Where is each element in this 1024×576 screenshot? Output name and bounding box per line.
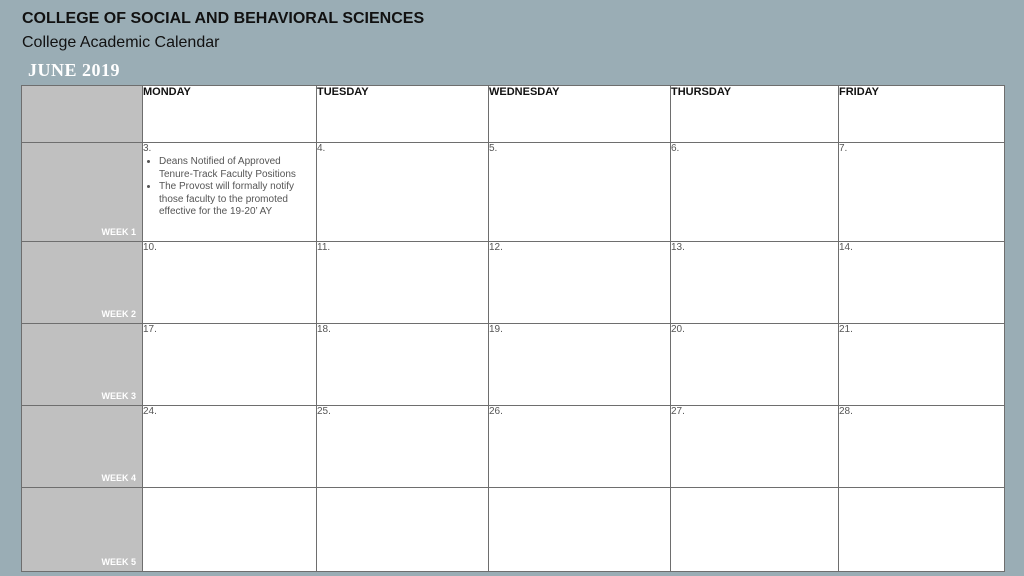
day-cell[interactable] — [489, 143, 671, 242]
day-cell[interactable] — [143, 324, 317, 406]
date-number: 24. — [143, 406, 157, 417]
week-label: WEEK 2 — [101, 309, 136, 319]
day-cell[interactable] — [143, 143, 317, 242]
day-cell[interactable] — [671, 406, 839, 488]
month-title: JUNE 2019 — [28, 60, 121, 80]
day-cell[interactable] — [839, 488, 1005, 572]
day-cell[interactable] — [489, 406, 671, 488]
day-cell[interactable] — [839, 324, 1005, 406]
day-cell[interactable] — [143, 488, 317, 572]
date-number: 3. — [143, 143, 152, 154]
date-number: 25. — [317, 406, 331, 417]
date-number: 27. — [671, 406, 685, 417]
day-cell[interactable] — [489, 488, 671, 572]
event-list — [143, 156, 316, 219]
calendar-subtitle: College Academic Calendar — [22, 34, 220, 51]
week-label-cell — [22, 488, 143, 572]
week-label: WEEK 3 — [101, 391, 136, 401]
day-cell[interactable] — [317, 488, 489, 572]
date-number: 10. — [143, 242, 157, 253]
day-header-wednesday: WEDNESDAY — [489, 86, 671, 143]
day-cell[interactable] — [143, 406, 317, 488]
week-label-cell — [22, 406, 143, 488]
week-label-cell — [22, 242, 143, 324]
date-number: 6. — [671, 143, 680, 154]
day-cell[interactable] — [317, 143, 489, 242]
date-number: 17. — [143, 324, 157, 335]
day-cell[interactable] — [143, 242, 317, 324]
week-label: WEEK 1 — [101, 227, 136, 237]
week-label-cell — [22, 143, 143, 242]
event-item: • The Provost will formally notify those faculty to the promoted effective for the 19-20’ AY — [159, 181, 316, 219]
day-cell[interactable] — [671, 242, 839, 324]
day-cell[interactable] — [317, 406, 489, 488]
date-number: 5. — [489, 143, 498, 154]
day-cell[interactable] — [317, 324, 489, 406]
day-cell[interactable] — [489, 324, 671, 406]
date-number: 18. — [317, 324, 331, 335]
day-header-row — [22, 86, 1005, 143]
day-cell[interactable] — [671, 143, 839, 242]
date-number: 13. — [671, 242, 685, 253]
day-header-thursday: THURSDAY — [671, 86, 839, 143]
event-item: • Deans Notified of Approved Tenure-Track Faculty Positions — [159, 156, 316, 181]
day-header-monday: MONDAY — [143, 86, 317, 143]
corner-cell — [22, 86, 143, 143]
date-number: 20. — [671, 324, 685, 335]
day-cell[interactable] — [839, 242, 1005, 324]
week-row-2 — [22, 242, 1005, 324]
day-cell[interactable] — [671, 324, 839, 406]
day-cell[interactable] — [317, 242, 489, 324]
week-row-4 — [22, 406, 1005, 488]
calendar-grid — [21, 85, 1005, 572]
week-row-3 — [22, 324, 1005, 406]
date-number: 19. — [489, 324, 503, 335]
date-number: 7. — [839, 143, 848, 154]
college-title: COLLEGE OF SOCIAL AND BEHAVIORAL SCIENCES — [22, 10, 425, 27]
week-row-5 — [22, 488, 1005, 572]
week-row-1 — [22, 143, 1005, 242]
date-number: 21. — [839, 324, 853, 335]
week-label: WEEK 5 — [101, 557, 136, 567]
week-label-cell — [22, 324, 143, 406]
day-cell[interactable] — [671, 488, 839, 572]
week-label: WEEK 4 — [101, 473, 136, 483]
date-number: 26. — [489, 406, 503, 417]
date-number: 14. — [839, 242, 853, 253]
day-header-friday: FRIDAY — [839, 86, 1005, 143]
day-header-tuesday: TUESDAY — [317, 86, 489, 143]
date-number: 28. — [839, 406, 853, 417]
date-number: 4. — [317, 143, 326, 154]
day-cell[interactable] — [839, 143, 1005, 242]
day-cell[interactable] — [489, 242, 671, 324]
date-number: 12. — [489, 242, 503, 253]
date-number: 11. — [317, 242, 331, 253]
day-cell[interactable] — [839, 406, 1005, 488]
